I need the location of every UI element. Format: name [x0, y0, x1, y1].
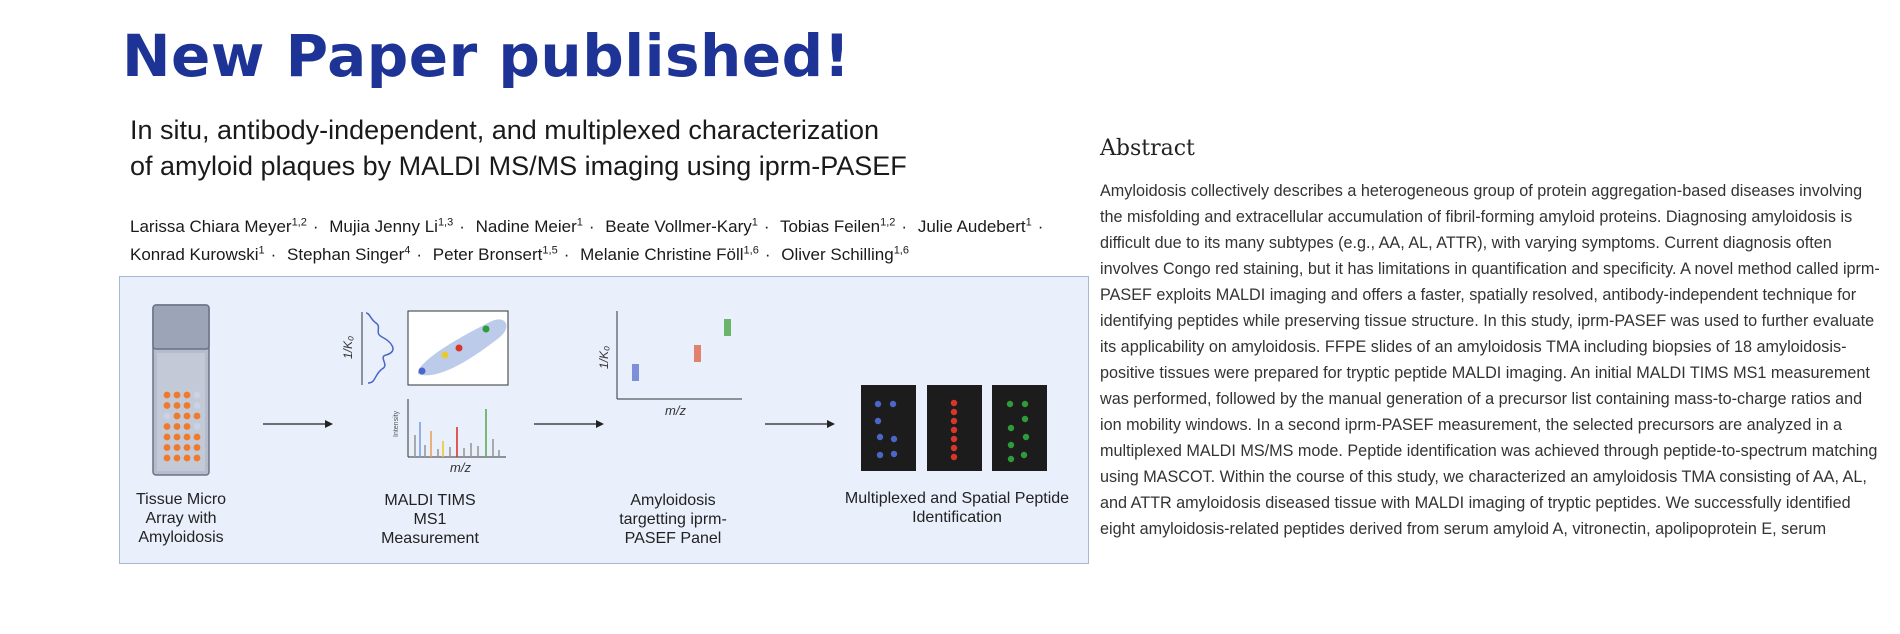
- tma-core: [194, 434, 201, 441]
- tma-core: [184, 402, 191, 409]
- ion-spot-blue: [875, 418, 881, 424]
- window-green: [724, 319, 731, 336]
- tma-core: [164, 455, 171, 462]
- author: Beate Vollmer-Kary$^1$: [605, 216, 758, 236]
- mobilogram-trace: [366, 313, 393, 383]
- tma-core: [194, 392, 201, 399]
- tma-core: [184, 434, 191, 441]
- author-separator: ·: [764, 245, 771, 265]
- tma-core: [194, 413, 201, 420]
- step-1-caption: Tissue Micro Array with Amyloidosis: [135, 491, 227, 546]
- ion-spot-blue: [891, 436, 897, 442]
- ion-spot-green: [1021, 452, 1027, 458]
- ion-mobility-axis-label: 1/K₀: [341, 335, 355, 359]
- tma-core: [164, 392, 171, 399]
- tma-slide-icon: [153, 305, 209, 475]
- ion-spot-green: [1022, 401, 1028, 407]
- tma-core: [174, 434, 181, 441]
- peak-green: [483, 326, 490, 333]
- ion-spot-green: [1008, 442, 1014, 448]
- window-red: [694, 345, 701, 362]
- ion-spot-red: [951, 454, 957, 460]
- step-4-caption: Multiplexed and Spatial Peptide Identification: [844, 490, 1070, 526]
- peak-yellow: [442, 352, 449, 359]
- tma-core: [184, 423, 191, 430]
- ion-spot-green: [1008, 425, 1014, 431]
- author: Nadine Meier$^1$: [475, 216, 583, 236]
- ion-spot-red: [951, 427, 957, 433]
- tims-ms1-panel: [341, 311, 508, 475]
- paper-title: [130, 112, 990, 184]
- abstract-heading: Abstract: [1100, 136, 1195, 161]
- ion-spot-blue: [890, 401, 896, 407]
- author-separator: ·: [763, 216, 770, 236]
- step-3-caption: Amyloidosis targetting iprm- PASEF Panel: [619, 492, 727, 547]
- mz-axis-label-1: m/z: [450, 460, 471, 475]
- abstract-text: Amyloidosis collectively describes a heterogeneous group of protein aggregation-based diseases involving the misfolding and extracellular accumulation of fibril-forming amyloid proteins. Diagnosing amyloidosis is difficult due to its many subtypes (e.g., AA, AL, ATTR), with varying symptoms. Current diagnosis often involves Congo red staining, but it has limitations in quantification and specificity. A novel method called iprm-PASEF exploits MALDI imaging and offers a faster, spatially resolved, antibody-independent technique for identifying peptides while preserving tissue structure. In this study, iprm-PASEF was used to further evaluate its applicability on amyloidosis. FFPE slides of an amyloidosis TMA including biopsies of 18 amyloidosis-positive tissues were prepared for tryptic peptide MALDI imaging. An initial MALDI TIMS MS1 measurement was performed, followed by the manual generation of a precursor list containing mass-to-charge ratios and ion mobility windows. In a second iprm-PASEF measurement, the selected precursors are analyzed in a multiplexed MALDI MS/MS mode. Peptide identification was achieved through peptide-to-spectrum matching using MASCOT. Within the course of this study, we characterized an amyloidosis TMA consisting of AA, AL, and ATTR amyloidosis diseased tissue with MALDI imaging of tryptic peptides. We successfully identified eight amyloidosis-related peptides derived from serum amyloid A, vitronectin, apolipoprotein E, serum: [1100, 182, 1880, 538]
- author: Julie Audebert$^1$: [917, 216, 1032, 236]
- ion-spot-red: [951, 445, 957, 451]
- ion-images: [861, 385, 1047, 471]
- author-separator: ·: [459, 216, 465, 236]
- arrow-1-head: [325, 420, 333, 428]
- tma-core: [184, 413, 191, 420]
- tma-core: [194, 423, 201, 430]
- ion-spot-green: [1008, 456, 1014, 462]
- tma-core: [174, 444, 181, 451]
- author: Melanie Christine Föll$^{1,6}$: [580, 244, 759, 265]
- ion-spot-red: [951, 409, 957, 415]
- tma-core: [174, 455, 181, 462]
- ion-image-blue: [861, 385, 916, 471]
- intensity-axis-label: Intensity: [393, 410, 400, 437]
- ion-spot-green: [1007, 401, 1013, 407]
- ion-spot-red: [951, 436, 957, 442]
- tma-core: [194, 402, 201, 409]
- paper-title-line-2: of amyloid plaques by MALDI MS/MS imaging using iprm-PASEF: [130, 151, 907, 181]
- author-separator: ·: [416, 245, 423, 265]
- tma-core: [174, 413, 181, 420]
- author-list: [130, 210, 1080, 267]
- peak-blue: [419, 368, 426, 375]
- ion-spot-green: [1022, 416, 1028, 422]
- ion-spot-blue: [877, 434, 883, 440]
- peak-red: [456, 345, 463, 352]
- tma-core: [194, 444, 201, 451]
- ion-spot-green: [1023, 434, 1029, 440]
- tma-core: [164, 402, 171, 409]
- tma-core: [184, 392, 191, 399]
- author-separator: ·: [312, 216, 319, 236]
- author-separator: ·: [588, 216, 595, 236]
- author-separator: ·: [270, 245, 277, 265]
- author-separator: ·: [1037, 216, 1044, 236]
- tma-core: [174, 402, 181, 409]
- ion-spot-blue: [877, 452, 883, 458]
- ion-spot-red: [951, 418, 957, 424]
- tma-core: [164, 423, 171, 430]
- ion-spot-blue: [891, 451, 897, 457]
- author: Peter Bronsert$^{1,5}$: [432, 244, 558, 265]
- author: Oliver Schilling$^{1,6}$: [781, 244, 909, 265]
- tma-core: [194, 455, 201, 462]
- window-blue: [632, 364, 639, 381]
- arrow-2-head: [596, 420, 604, 428]
- author-separator: ·: [901, 216, 908, 236]
- tma-core: [164, 444, 171, 451]
- ion-spot-red: [951, 400, 957, 406]
- tma-core: [174, 423, 181, 430]
- ion-spot-blue: [875, 401, 881, 407]
- author: Mujia Jenny Li$^{1,3}$: [329, 216, 454, 236]
- tma-core: [174, 392, 181, 399]
- author: Stephan Singer$^4$: [287, 244, 411, 265]
- arrow-3-head: [827, 420, 835, 428]
- ion-image-green: [992, 385, 1047, 471]
- ion-mobility-axis-label-2: 1/K₀: [597, 345, 611, 369]
- tma-core: [164, 413, 171, 420]
- headline: New Paper published!: [122, 22, 851, 90]
- tma-core: [164, 434, 171, 441]
- graphical-abstract: [119, 276, 1089, 564]
- tma-core: [184, 444, 191, 451]
- author: Konrad Kurowski$^1$: [130, 244, 265, 265]
- iprm-pasef-panel: [597, 311, 742, 418]
- tma-core: [184, 455, 191, 462]
- paper-title-line-1: In situ, antibody-independent, and multiplexed characterization: [130, 115, 879, 145]
- step-2-caption: MALDI TIMS MS1 Measurement: [381, 492, 479, 547]
- author-separator: ·: [563, 245, 570, 265]
- mass-spectrum: [415, 409, 499, 457]
- author: Tobias Feilen$^{1,2}$: [779, 216, 896, 236]
- author: Larissa Chiara Meyer$^{1,2}$: [130, 216, 307, 236]
- mz-axis-label-2: m/z: [665, 403, 686, 418]
